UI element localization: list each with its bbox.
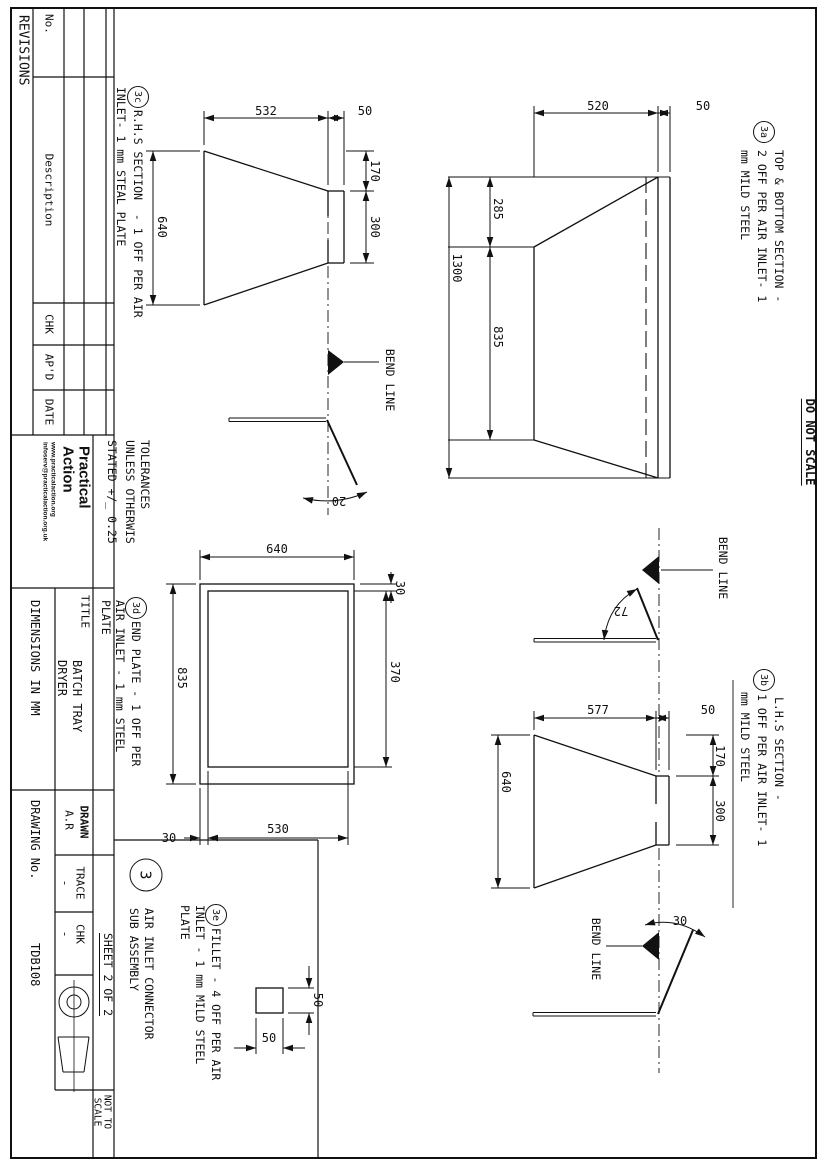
- view-tag-3c: [127, 86, 149, 108]
- view-3b-label-line2: 1 OFF PER AIR INLET- 1: [755, 694, 769, 847]
- org-email: infoserv@practicalaction.org.uk: [41, 442, 49, 542]
- drawing-no-label: DRAWING No.: [28, 800, 42, 880]
- dim-3c-taper: 532: [255, 104, 277, 118]
- dim-3d-hole-width: 370: [388, 661, 402, 683]
- view-3a-label-line2: 2 OFF PER AIR INLET- 1: [755, 150, 769, 303]
- scale-note-line2: SCALE: [91, 1097, 103, 1127]
- chk-label: CHK: [73, 924, 87, 944]
- dim-3a-offset: 285: [491, 198, 505, 220]
- view-tag-3b: [753, 669, 775, 691]
- drawing-title-line2: DRYER: [55, 660, 69, 697]
- sheet-number-note: SHEET 2 OF 2: [101, 933, 115, 1017]
- dim-3e-width: 50: [311, 992, 325, 1008]
- view-tag-3d-text: 3d: [130, 601, 142, 615]
- bend-angle-3c: 20: [331, 494, 347, 508]
- view-3a-label-line1: TOP & BOTTOM SECTION -: [772, 150, 786, 303]
- view-tag-3a: [753, 121, 775, 143]
- title-label: TITLE: [78, 595, 92, 629]
- view-tag-3a-text: 3a: [758, 125, 770, 139]
- revisions-title: REVISIONS: [15, 15, 31, 86]
- assembly-name-line1: AIR INLET CONNECTOR: [142, 908, 156, 1040]
- dim-3a-collar: 50: [695, 99, 711, 113]
- tolerance-note-line3: STATED +/_ 0.25: [105, 440, 119, 544]
- drawing-no-value: TDB108: [28, 943, 42, 987]
- view-3d-label-line2: AIR INLET - 1 mm STEEL: [113, 600, 127, 753]
- dim-3c-offset: 170: [368, 160, 382, 182]
- view-tag-3e-text: 3e: [210, 908, 222, 922]
- assembly-balloon-text: 3: [137, 870, 155, 880]
- assembly-name-line2: SUB ASSEMBLY: [127, 908, 141, 992]
- view-3c-label-line2: INLET- 1 mm STEAL PLATE: [114, 87, 128, 247]
- chk-value: -: [58, 930, 72, 938]
- drawn-value: A.R: [62, 810, 76, 830]
- dim-3b-neck: 300: [713, 800, 727, 822]
- view-3d-label-line3: PLATE: [99, 600, 113, 635]
- third-angle-projection-icon: [58, 980, 89, 1092]
- view-3b: [491, 528, 733, 1073]
- view-tag-3e: [205, 904, 227, 926]
- view-tag-3c-text: 3c: [132, 90, 144, 104]
- bend-line-label-3b: BEND LINE: [589, 917, 603, 981]
- do-not-scale-note: DO NOT SCALE: [803, 398, 817, 486]
- view-3a-label-line3: mm MILD STEEL: [738, 150, 752, 241]
- drawing-title-line1: BATCH TRAY: [70, 660, 84, 733]
- bend-line-label-3c: BEND LINE: [383, 348, 397, 412]
- view-3a-dimensions: [449, 106, 670, 478]
- view-3e-label-line2: INLET - 1 mm MILD STEEL: [193, 905, 207, 1065]
- bend-angle-3a: 72: [613, 604, 629, 618]
- bend-marker-icon: [328, 350, 344, 375]
- view-3c-label-line1: R.H.S SECTION - 1 OFF PER AIR: [131, 110, 145, 318]
- dim-3d-width: 835: [175, 667, 189, 689]
- dim-3b-collar: 50: [700, 703, 716, 717]
- dim-3d-hole-offset: 30: [393, 580, 407, 596]
- dim-3d-hole-offset-b: 30: [161, 831, 177, 845]
- org-name-line1: Practical: [75, 446, 93, 509]
- dim-3c-collar: 50: [357, 104, 373, 118]
- view-3a-outline: [448, 177, 670, 478]
- dim-3a-total: 1300: [450, 253, 464, 283]
- bend-detail-3a: [534, 556, 713, 642]
- bend-line-label-3a: BEND LINE: [716, 536, 730, 600]
- dim-3a-neck: 835: [491, 326, 505, 348]
- bend-marker-icon: [642, 932, 659, 960]
- view-3e-label-line1: FILLET - 4 OFF PER AIR: [209, 928, 223, 1081]
- revisions-col-apd: AP'D: [42, 353, 56, 381]
- view-3d: [166, 550, 397, 845]
- revisions-col-no: No.: [42, 14, 56, 34]
- dimensions-note: DIMENSIONS IN MM: [28, 600, 42, 716]
- bend-detail-3c: [229, 350, 379, 501]
- view-3b-label-line3: mm MILD STEEL: [738, 692, 752, 783]
- view-3b-label-line1: L.H.S SECTION -: [772, 697, 786, 801]
- view-3c: [146, 111, 379, 515]
- view-tag-3b-text: 3b: [758, 673, 770, 687]
- scale-note-line1: NOT TO: [101, 1094, 113, 1130]
- dim-3d-height: 640: [266, 542, 288, 556]
- bend-detail-3b: [533, 922, 705, 1016]
- tolerance-note-line2: UNLESS OTHERWIS: [123, 440, 137, 544]
- trace-value: -: [58, 879, 72, 887]
- revisions-col-chk: CHK: [42, 314, 56, 334]
- revisions-col-date: DATE: [42, 398, 56, 426]
- dim-3e-height: 50: [261, 1031, 277, 1045]
- assembly-balloon: [130, 859, 163, 892]
- view-3d-label-line1: END PLATE - 1 OFF PER: [129, 621, 143, 767]
- dim-3a-taper: 520: [587, 99, 609, 113]
- bend-marker-icon: [642, 556, 659, 584]
- dim-3c-neck: 300: [368, 216, 382, 238]
- revisions-col-description: Description: [42, 153, 56, 227]
- bend-angle-3b: 30: [672, 914, 688, 928]
- view-3e-label-line3: PLATE: [178, 905, 192, 940]
- dim-3c-mouth: 640: [155, 216, 169, 238]
- drawn-label: DRAWN: [77, 805, 91, 839]
- org-name-line2: Action: [59, 446, 77, 493]
- tolerance-note-line1: TOLERANCES: [138, 440, 152, 510]
- view-tag-3d: [125, 597, 147, 619]
- dim-3d-hole-height: 530: [267, 822, 289, 836]
- title-block-grid: [11, 8, 318, 1158]
- trace-label: TRACE: [73, 866, 87, 900]
- dim-3b-mouth: 640: [499, 771, 513, 793]
- org-url: www.practicalaction.org: [49, 442, 57, 517]
- dim-3b-taper: 577: [587, 703, 609, 717]
- dim-3b-offset: 170: [713, 745, 727, 767]
